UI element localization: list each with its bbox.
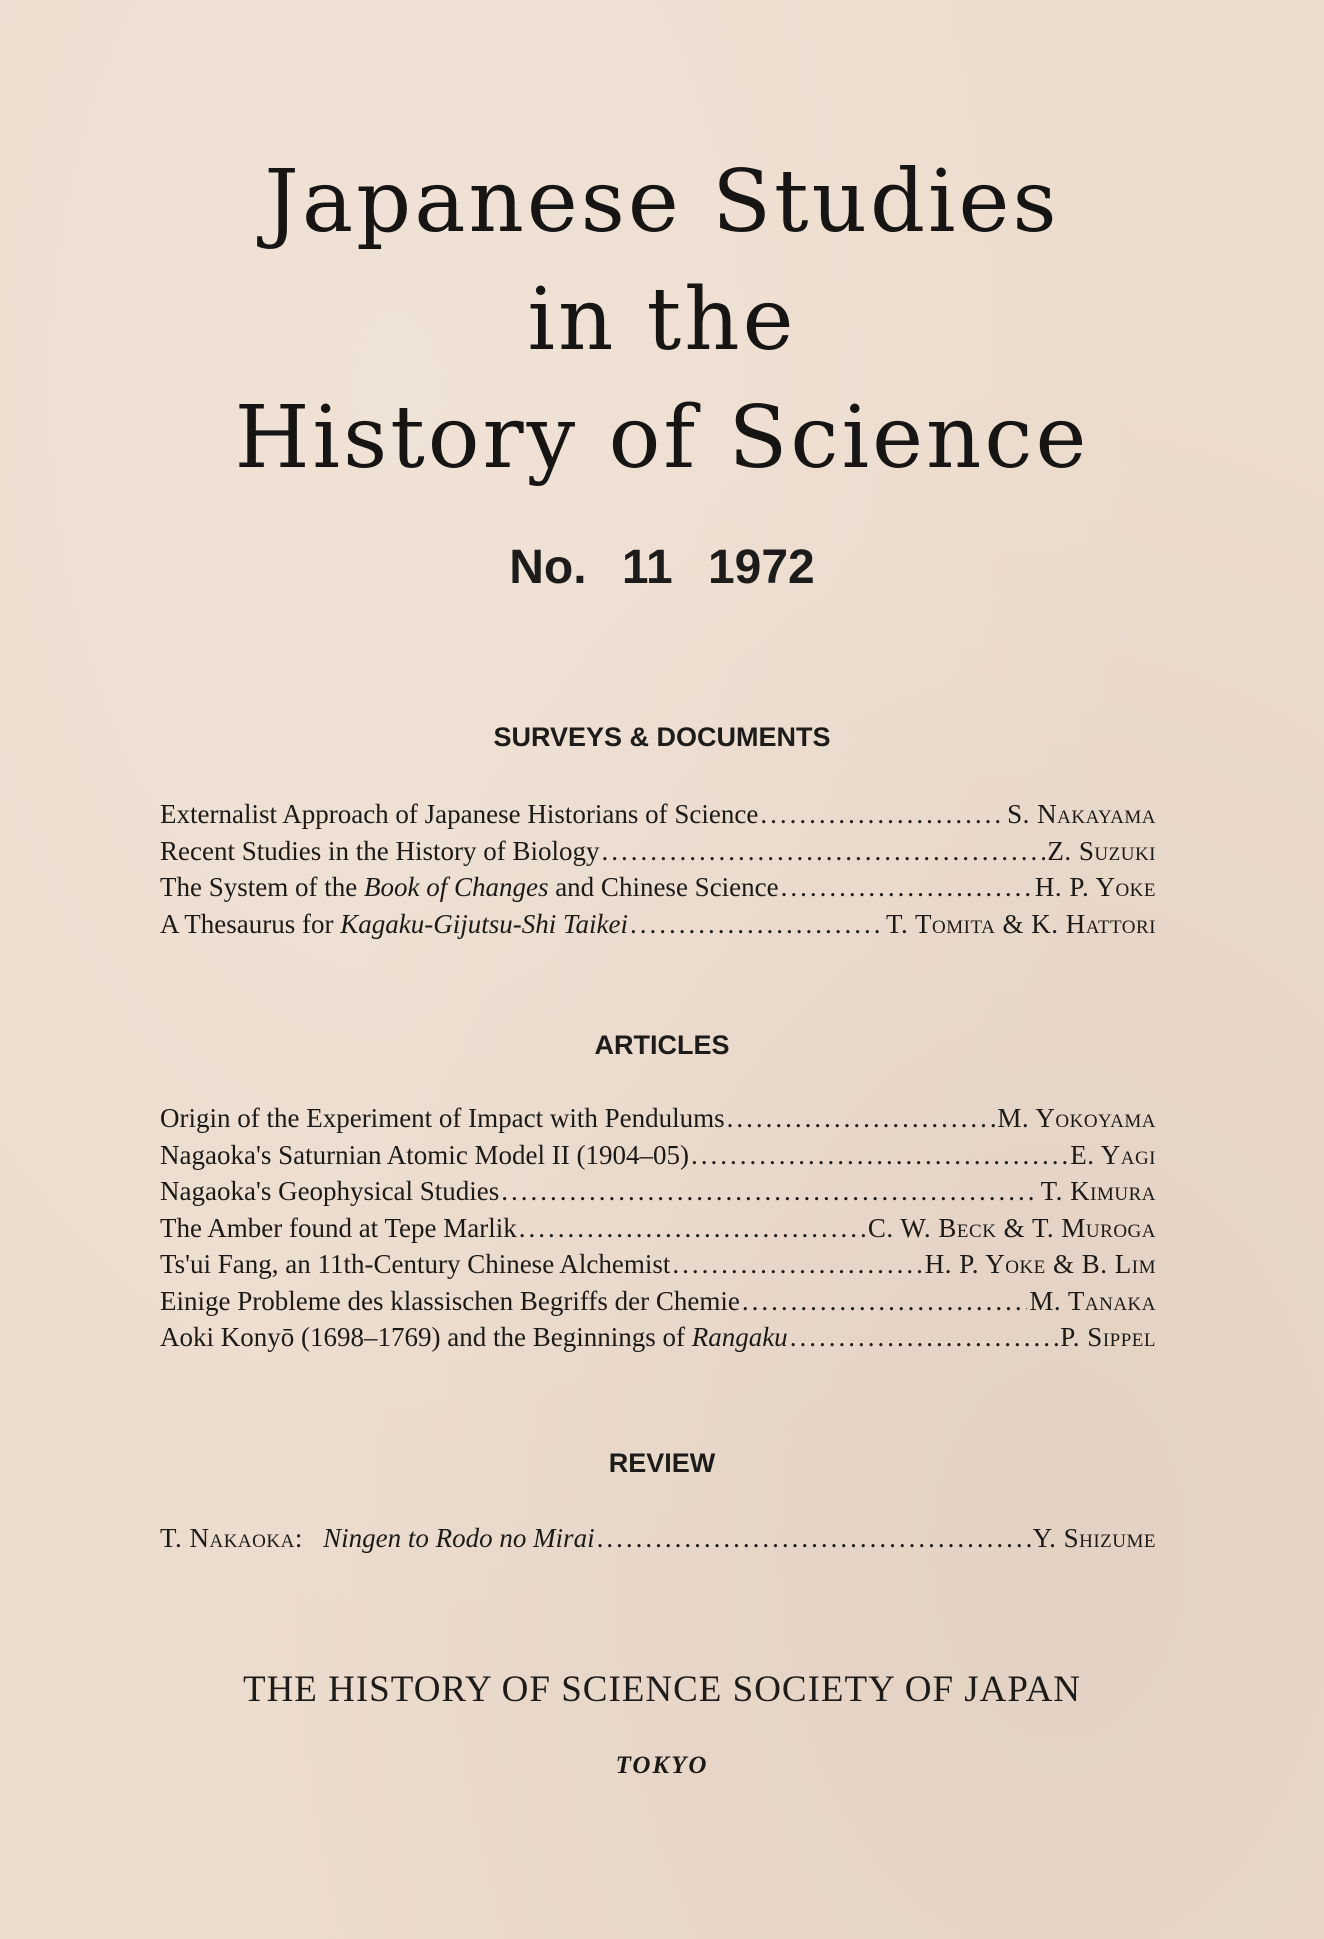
toc-entry: [160, 1100, 1156, 1137]
publisher-name: THE HISTORY OF SCIENCE SOCIETY OF JAPAN: [242, 1669, 1082, 1710]
entry-author: E. Yagi: [1070, 1139, 1156, 1170]
publisher-city: TOKYO: [615, 1752, 709, 1779]
review-heading: REVIEW: [608, 1448, 716, 1478]
entry-title: Ts'ui Fang, an 11th-Century Chinese Alchemist: [160, 1249, 671, 1279]
entry-title: The Amber found at Tepe Marlik: [160, 1212, 517, 1243]
entry-author: Z. Suzuki: [1047, 835, 1156, 866]
entry-title: A Thesaurus for Kagaku-Gijutsu-Shi Taikei: [160, 908, 628, 939]
entry-author: Y. Shizume: [1032, 1523, 1156, 1553]
entry-title: Origin of the Experiment of Impact with Pendulums: [160, 1103, 725, 1133]
dot-leader: [781, 869, 1033, 906]
toc-entry: [160, 869, 1156, 906]
issue-number: No. 11 1972: [509, 541, 815, 594]
toc-entry: [160, 1173, 1156, 1210]
entry-author: S. Nakayama: [1007, 799, 1156, 829]
dot-leader: [760, 796, 1005, 833]
toc-entry: [160, 1210, 1156, 1247]
entry-title: Externalist Approach of Japanese Historians of Science: [160, 799, 759, 829]
dot-leader: [742, 1283, 1028, 1320]
title-line-1: Japanese Studies: [264, 152, 1060, 252]
dot-leader: [601, 833, 1045, 870]
toc-entry: [160, 1283, 1156, 1320]
entry-author: C. W. Beck & T. Muroga: [867, 1212, 1156, 1243]
toc-entry: [160, 1137, 1156, 1174]
dot-leader: [519, 1210, 866, 1247]
surveys-list: [160, 796, 1156, 942]
entry-title: Recent Studies in the History of Biology: [160, 835, 600, 866]
dot-leader: [672, 1246, 922, 1283]
entry-title: Einige Probleme des klassischen Begriffs der Chemie: [160, 1285, 740, 1316]
title-line-2: in the: [527, 270, 797, 370]
entry-title: T. Nakaoka: Ningen to Rodo no Mirai: [160, 1523, 595, 1553]
surveys-heading: SURVEYS & DOCUMENTS: [493, 722, 831, 752]
entry-title: Nagaoka's Saturnian Atomic Model II (1904–05): [160, 1139, 690, 1170]
dot-leader: [501, 1173, 1038, 1210]
title-line-3: History of Science: [234, 388, 1090, 488]
dot-leader: [597, 1520, 1031, 1557]
dot-leader: [790, 1319, 1059, 1356]
entry-author: P. Sippel: [1060, 1322, 1156, 1352]
articles-heading: ARTICLES: [594, 1030, 730, 1060]
entry-author: H. P. Yoke & B. Lim: [924, 1249, 1156, 1279]
dot-leader: [630, 906, 884, 943]
toc-entry: [160, 833, 1156, 870]
toc-entry: [160, 796, 1156, 833]
entry-title: Nagaoka's Geophysical Studies: [160, 1176, 500, 1206]
entry-author: H. P. Yoke: [1034, 872, 1156, 902]
articles-list: [160, 1100, 1156, 1356]
dot-leader: [691, 1137, 1068, 1174]
dot-leader: [727, 1100, 996, 1137]
toc-entry: [160, 1246, 1156, 1283]
entry-title: Aoki Konyō (1698–1769) and the Beginnings of Rangaku: [160, 1322, 788, 1352]
toc-entry: [160, 906, 1156, 943]
entry-author: M. Tanaka: [1029, 1285, 1156, 1316]
entry-author: T. Kimura: [1040, 1176, 1156, 1206]
toc-entry: [160, 1319, 1156, 1356]
toc-entry: [160, 1520, 1156, 1557]
review-list: [160, 1520, 1156, 1557]
entry-author: T. Tomita & K. Hattori: [886, 908, 1156, 939]
entry-author: M. Yokoyama: [997, 1103, 1156, 1133]
entry-title: The System of the Book of Changes and Chinese Science: [160, 872, 779, 902]
